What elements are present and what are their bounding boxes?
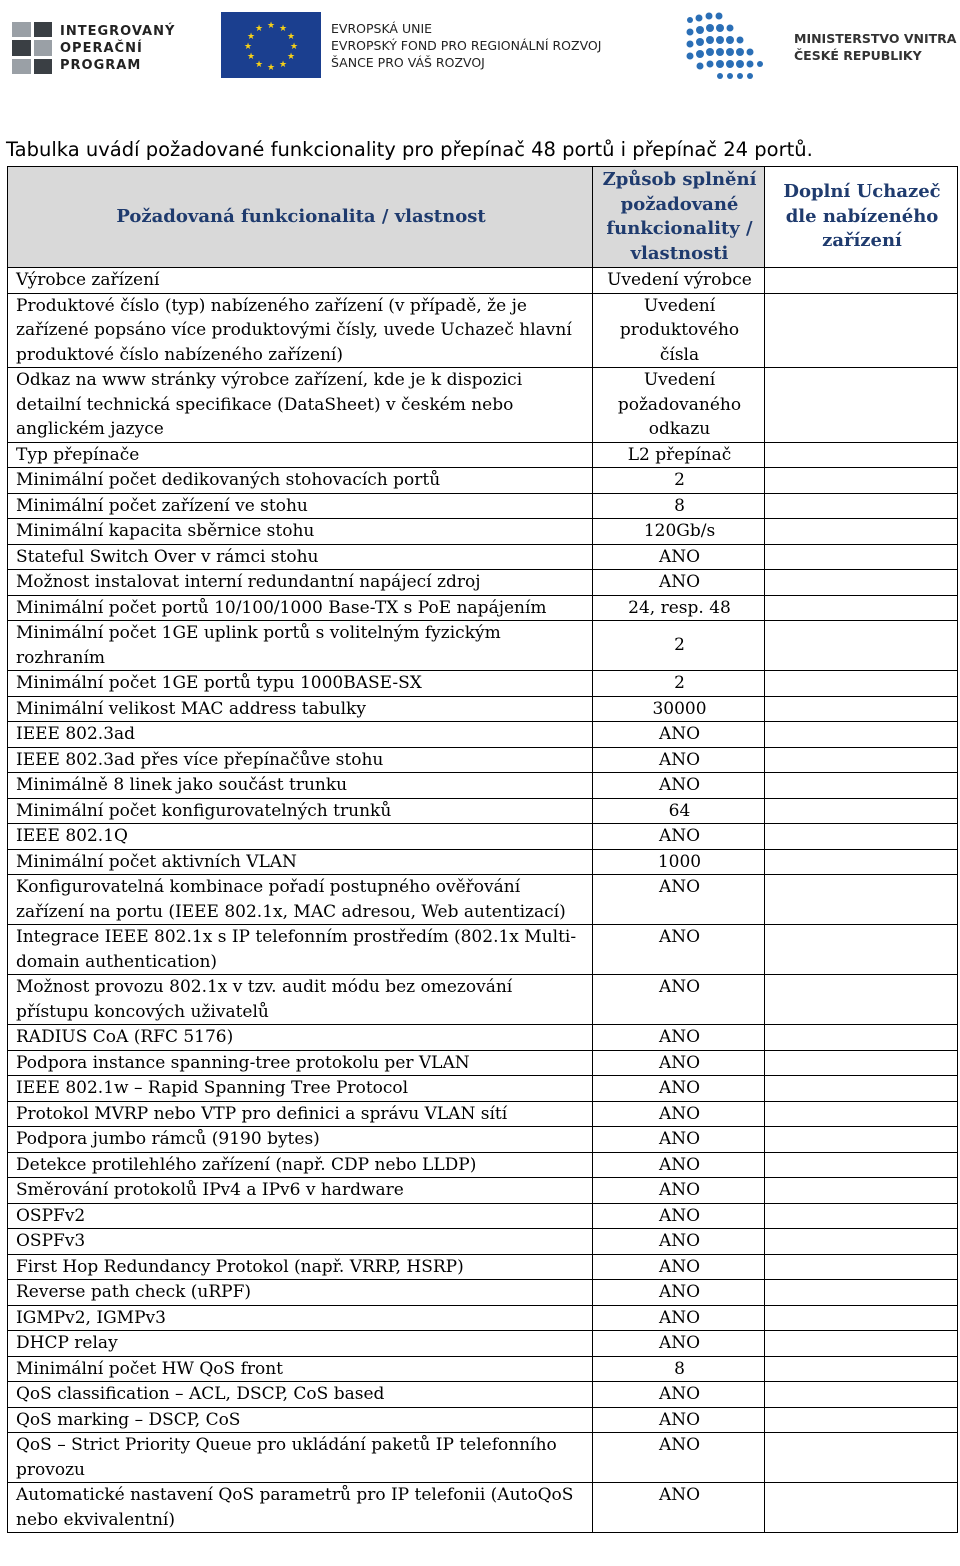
row-feature: RADIUS CoA (RFC 5176) (8, 1025, 593, 1051)
table-row (8, 1280, 958, 1306)
row-feature: Minimální počet konfigurovatelných trunků (8, 798, 593, 824)
table-row (8, 442, 958, 468)
svg-text:★: ★ (254, 24, 264, 34)
table-row (8, 798, 958, 824)
row-value: 2 (593, 468, 765, 494)
row-fill-cell[interactable] (765, 268, 958, 294)
header-method: Způsob splnění požadované funkcionality / vlastnosti (593, 167, 765, 268)
row-feature: Protokol MVRP nebo VTP pro definici a správu VLAN sítí (8, 1101, 593, 1127)
row-feature: First Hop Redundancy Protokol (např. VRRP, HSRP) (8, 1254, 593, 1280)
table-row (8, 595, 958, 621)
row-fill-cell[interactable] (765, 773, 958, 799)
row-fill-cell[interactable] (765, 1331, 958, 1357)
row-fill-cell[interactable] (765, 368, 958, 443)
row-value: 120Gb/s (593, 519, 765, 545)
table-row (8, 268, 958, 294)
row-fill-cell[interactable] (765, 544, 958, 570)
row-feature: Typ přepínače (8, 442, 593, 468)
row-feature: Reverse path check (uRPF) (8, 1280, 593, 1306)
row-value: ANO (593, 1254, 765, 1280)
row-value: ANO (593, 1101, 765, 1127)
row-value: ANO (593, 747, 765, 773)
row-value: ANO (593, 1178, 765, 1204)
row-value: 2 (593, 671, 765, 697)
table-row (8, 925, 958, 975)
table-row (8, 519, 958, 545)
svg-text:★: ★ (286, 52, 296, 62)
table-row (8, 1331, 958, 1357)
row-feature: Detekce protilehlého zařízení (např. CDP nebo LLDP) (8, 1152, 593, 1178)
row-value: ANO (593, 1382, 765, 1408)
eu-line-1: EVROPSKÁ UNIE (331, 20, 433, 36)
row-fill-cell[interactable] (765, 621, 958, 671)
mv-logo (682, 10, 956, 84)
row-value: ANO (593, 1152, 765, 1178)
table-row (8, 570, 958, 596)
svg-text:★: ★ (289, 42, 299, 52)
table-row (8, 621, 958, 671)
table-row (8, 368, 958, 443)
svg-text:★: ★ (278, 24, 288, 34)
row-value: Uvedení požadovaného odkazu (593, 368, 765, 443)
table-row (8, 493, 958, 519)
table-row (8, 1229, 958, 1255)
table-row (8, 849, 958, 875)
svg-text:★: ★ (254, 60, 264, 70)
row-value: L2 přepínač (593, 442, 765, 468)
svg-text:★: ★ (246, 32, 256, 42)
table-row (8, 696, 958, 722)
header-fill: Doplní Uchazeč dle nabízeného zařízení (765, 167, 958, 268)
row-fill-cell[interactable] (765, 293, 958, 368)
row-fill-cell[interactable] (765, 849, 958, 875)
row-fill-cell[interactable] (765, 1101, 958, 1127)
table-row (8, 1305, 958, 1331)
eu-logo (221, 12, 601, 78)
row-value: ANO (593, 544, 765, 570)
row-fill-cell[interactable] (765, 1305, 958, 1331)
row-value: ANO (593, 1203, 765, 1229)
row-feature: Minimální velikost MAC address tabulky (8, 696, 593, 722)
row-value: ANO (593, 1076, 765, 1102)
row-value: 64 (593, 798, 765, 824)
row-feature: Produktové číslo (typ) nabízeného zařízení (v případě, že je zařízené popsáno více produktovými čísly, uvede Uchazeč hlavní produktové číslo nabízeného zařízení) (8, 293, 593, 368)
table-row (8, 1407, 958, 1433)
row-fill-cell[interactable] (765, 468, 958, 494)
row-feature: Směrování protokolů IPv4 a IPv6 v hardware (8, 1178, 593, 1204)
row-fill-cell[interactable] (765, 875, 958, 925)
svg-text:★: ★ (286, 32, 296, 42)
row-feature: Stateful Switch Over v rámci stohu (8, 544, 593, 570)
svg-text:★: ★ (266, 21, 276, 31)
row-value: ANO (593, 824, 765, 850)
row-value: 1000 (593, 849, 765, 875)
spec-table (7, 166, 958, 1533)
row-feature: Integrace IEEE 802.1x s IP telefonním prostředím (802.1x Multi-domain authentication) (8, 925, 593, 975)
table-row (8, 1254, 958, 1280)
table-row (8, 773, 958, 799)
row-feature: QoS marking – DSCP, CoS (8, 1407, 593, 1433)
row-fill-cell[interactable] (765, 747, 958, 773)
row-feature: QoS – Strict Priority Queue pro ukládání paketů IP telefonního provozu (8, 1433, 593, 1483)
row-fill-cell[interactable] (765, 570, 958, 596)
row-feature: OSPFv2 (8, 1203, 593, 1229)
row-fill-cell[interactable] (765, 1076, 958, 1102)
row-feature: IEEE 802.1w – Rapid Spanning Tree Protocol (8, 1076, 593, 1102)
row-value: ANO (593, 1433, 765, 1483)
row-feature: IEEE 802.3ad (8, 722, 593, 748)
row-value: ANO (593, 1229, 765, 1255)
iop-logo-icon (12, 22, 52, 74)
intro-text: Tabulka uvádí požadované funkcionality pro přepínač 48 portů i přepínač 24 portů. (6, 138, 813, 161)
iop-line-1: INTEGROVANÝ (60, 23, 176, 39)
table-row (8, 1178, 958, 1204)
header-feature: Požadovaná funkcionalita / vlastnost (8, 167, 593, 268)
row-fill-cell[interactable] (765, 798, 958, 824)
row-feature: Minimální počet HW QoS front (8, 1356, 593, 1382)
row-feature: Minimálně 8 linek jako součást trunku (8, 773, 593, 799)
row-fill-cell[interactable] (765, 1178, 958, 1204)
row-feature: Minimální počet dedikovaných stohovacích portů (8, 468, 593, 494)
row-feature: QoS classification – ACL, DSCP, CoS based (8, 1382, 593, 1408)
svg-text:★: ★ (243, 42, 253, 52)
row-feature: OSPFv3 (8, 1229, 593, 1255)
svg-text:★: ★ (246, 52, 256, 62)
row-fill-cell[interactable] (765, 1280, 958, 1306)
row-fill-cell[interactable] (765, 1254, 958, 1280)
row-feature: Výrobce zařízení (8, 268, 593, 294)
row-feature: Minimální kapacita sběrnice stohu (8, 519, 593, 545)
table-row (8, 722, 958, 748)
row-feature: Podpora instance spanning-tree protokolu per VLAN (8, 1050, 593, 1076)
row-fill-cell[interactable] (765, 925, 958, 975)
row-value: 24, resp. 48 (593, 595, 765, 621)
row-value: ANO (593, 925, 765, 975)
row-value: 2 (593, 621, 765, 671)
svg-text:★: ★ (278, 60, 288, 70)
table-row (8, 1050, 958, 1076)
row-feature: IEEE 802.1Q (8, 824, 593, 850)
row-feature: Možnost provozu 802.1x v tzv. audit módu bez omezování přístupu koncových uživatelů (8, 975, 593, 1025)
eu-line-2: EVROPSKÝ FOND PRO REGIONÁLNÍ ROZVOJ (331, 37, 602, 53)
row-value: ANO (593, 1280, 765, 1306)
row-fill-cell[interactable] (765, 1433, 958, 1483)
table-row (8, 1483, 958, 1533)
row-value: ANO (593, 975, 765, 1025)
table-row (8, 1356, 958, 1382)
row-value: ANO (593, 1305, 765, 1331)
row-feature: Minimální počet zařízení ve stohu (8, 493, 593, 519)
row-value: ANO (593, 773, 765, 799)
row-feature: Podpora jumbo rámců (9190 bytes) (8, 1127, 593, 1153)
table-row (8, 1382, 958, 1408)
row-fill-cell[interactable] (765, 595, 958, 621)
row-feature: IGMPv2, IGMPv3 (8, 1305, 593, 1331)
mv-line-2: ČESKÉ REPUBLIKY (794, 48, 922, 63)
row-value: Uvedení produktového čísla (593, 293, 765, 368)
table-row (8, 975, 958, 1025)
row-value: ANO (593, 875, 765, 925)
row-fill-cell[interactable] (765, 1407, 958, 1433)
row-feature: IEEE 802.3ad přes více přepínačůve stohu (8, 747, 593, 773)
row-feature: Minimální počet 1GE portů typu 1000BASE-SX (8, 671, 593, 697)
row-fill-cell[interactable] (765, 1382, 958, 1408)
table-row (8, 824, 958, 850)
header-logos (0, 0, 960, 96)
row-fill-cell[interactable] (765, 1229, 958, 1255)
table-row (8, 875, 958, 925)
row-fill-cell[interactable] (765, 975, 958, 1025)
row-feature: Minimální počet 1GE uplink portů s volitelným fyzickým rozhraním (8, 621, 593, 671)
row-value: ANO (593, 1050, 765, 1076)
svg-text:★: ★ (266, 63, 276, 73)
row-feature: Možnost instalovat interní redundantní napájecí zdroj (8, 570, 593, 596)
row-fill-cell[interactable] (765, 824, 958, 850)
row-feature: Konfigurovatelná kombinace pořadí postupného ověřování zařízení na portu (IEEE 802.1x, MAC adresou, Web autentizací) (8, 875, 593, 925)
iop-line-3: PROGRAM (60, 57, 142, 73)
table-header-row (8, 167, 958, 268)
row-feature: Minimální počet portů 10/100/1000 Base-TX s PoE napájením (8, 595, 593, 621)
row-value: Uvedení výrobce (593, 268, 765, 294)
row-fill-cell[interactable] (765, 442, 958, 468)
row-value: 8 (593, 1356, 765, 1382)
eu-line-3: ŠANCE PRO VÁŠ ROZVOJ (331, 54, 485, 70)
row-fill-cell[interactable] (765, 1050, 958, 1076)
row-value: 8 (593, 493, 765, 519)
row-value: ANO (593, 1407, 765, 1433)
row-fill-cell[interactable] (765, 1127, 958, 1153)
row-fill-cell[interactable] (765, 1203, 958, 1229)
row-fill-cell[interactable] (765, 1152, 958, 1178)
table-row (8, 1025, 958, 1051)
row-value: ANO (593, 570, 765, 596)
table-row (8, 1433, 958, 1483)
table-row (8, 747, 958, 773)
mv-line-1: MINISTERSTVO VNITRA (794, 31, 957, 46)
row-fill-cell[interactable] (765, 493, 958, 519)
iop-logo (12, 22, 175, 74)
iop-line-2: OPERAČNÍ (60, 40, 143, 56)
table-row (8, 671, 958, 697)
table-row (8, 1152, 958, 1178)
row-value: ANO (593, 722, 765, 748)
row-value: ANO (593, 1127, 765, 1153)
row-fill-cell[interactable] (765, 519, 958, 545)
row-fill-cell[interactable] (765, 722, 958, 748)
row-fill-cell[interactable] (765, 1483, 958, 1533)
row-fill-cell[interactable] (765, 1356, 958, 1382)
table-row (8, 1203, 958, 1229)
row-fill-cell[interactable] (765, 1025, 958, 1051)
row-fill-cell[interactable] (765, 696, 958, 722)
row-fill-cell[interactable] (765, 671, 958, 697)
eu-flag-icon (221, 12, 321, 78)
row-value: ANO (593, 1483, 765, 1533)
table-row (8, 1101, 958, 1127)
mv-dots-icon (682, 10, 784, 84)
table-row (8, 1127, 958, 1153)
row-feature: Odkaz na www stránky výrobce zařízení, kde je k dispozici detailní technická specifikace (DataSheet) v českém nebo anglickém jazyce (8, 368, 593, 443)
row-feature: Automatické nastavení QoS parametrů pro IP telefonii (AutoQoS nebo ekvivalentní) (8, 1483, 593, 1533)
row-feature: DHCP relay (8, 1331, 593, 1357)
row-value: ANO (593, 1025, 765, 1051)
table-row (8, 293, 958, 368)
row-value: 30000 (593, 696, 765, 722)
table-row (8, 544, 958, 570)
table-row (8, 468, 958, 494)
row-feature: Minimální počet aktivních VLAN (8, 849, 593, 875)
row-value: ANO (593, 1331, 765, 1357)
table-row (8, 1076, 958, 1102)
